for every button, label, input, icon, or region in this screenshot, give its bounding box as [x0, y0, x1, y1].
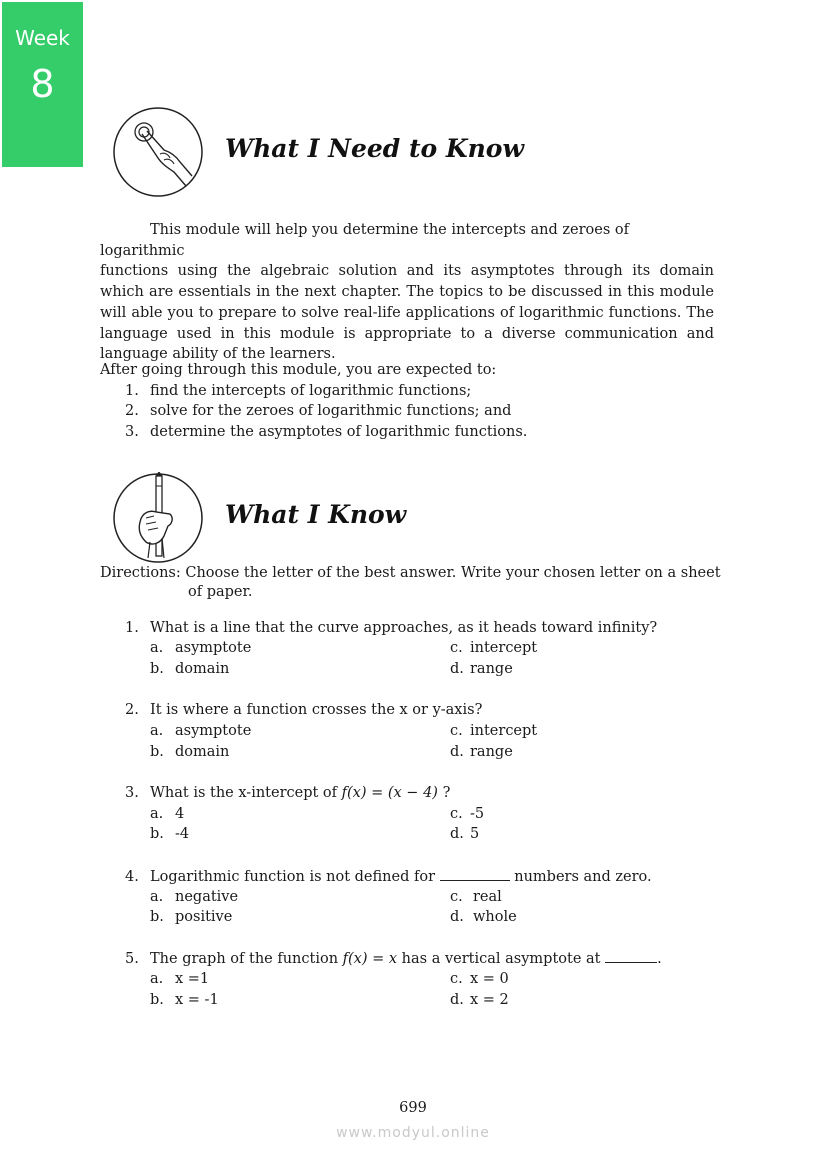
paragraph-line: will able you to prepare to solve real-life applications of logarithmic functions. The: [100, 304, 714, 321]
option-b: b. -4: [150, 826, 190, 842]
option-d: d. whole: [450, 909, 517, 925]
option-a: a. asymptote: [150, 640, 252, 656]
objective-item: 2. solve for the zeroes of logarithmic functions; and: [125, 403, 512, 419]
option-b: b. domain: [150, 744, 230, 760]
option-c: c. intercept: [450, 723, 538, 739]
option-c: c. -5: [450, 806, 485, 822]
objectives-intro: After going through this module, you are expected to:: [100, 362, 497, 378]
directions: [100, 565, 721, 581]
math-expression: f(x) = (x − 4): [341, 785, 438, 801]
hand-pointer-icon: [112, 106, 204, 198]
option-b: b. positive: [150, 909, 233, 925]
week-label: Week: [15, 26, 70, 50]
objective-item: 3. determine the asymptotes of logarithmic functions.: [125, 424, 528, 440]
directions-text: Choose the letter of the best answer. Write your chosen letter on a sheet: [185, 565, 721, 581]
week-tab: [2, 2, 83, 167]
option-a: a. x =1: [150, 971, 210, 987]
paragraph-line: language ability of the learners.: [100, 346, 336, 363]
page-number: 699: [399, 1100, 427, 1116]
option-a: a. 4: [150, 806, 185, 822]
option-d: d. x = 2: [450, 992, 509, 1008]
option-c: c. real: [450, 889, 502, 905]
option-d: d. range: [450, 744, 513, 760]
week-number: 8: [30, 62, 55, 106]
paragraph-line: functions using the algebraic solution and its asymptotes through its domain: [100, 263, 714, 280]
option-a: a. asymptote: [150, 723, 252, 739]
directions-label: Directions:: [100, 565, 181, 581]
option-b: b. domain: [150, 661, 230, 677]
hand-pencil-icon: [112, 472, 204, 564]
option-c: c. x = 0: [450, 971, 509, 987]
tab-divider: [81, 108, 83, 132]
option-d: d. 5: [450, 826, 480, 842]
objective-item: 1. find the intercepts of logarithmic functions;: [125, 383, 472, 399]
directions-continued: of paper.: [188, 584, 253, 600]
paragraph-line: which are essentials in the next chapter. The topics to be discussed in this module: [100, 284, 714, 301]
math-expression: f(x) = x: [342, 951, 398, 967]
paragraph-line: language used in this module is appropriate to a diverse communication and: [100, 325, 714, 342]
question-text: Logarithmic function is not defined for: [150, 869, 436, 885]
question-text: What is a line that the curve approaches, as it heads toward infinity?: [150, 620, 658, 636]
answer-blank: [605, 950, 657, 963]
section-title-what-i-know: What I Know: [225, 500, 407, 529]
paragraph-line: This module will help you determine the intercepts and zeroes of logarithmic: [100, 222, 630, 259]
option-c: c. intercept: [450, 640, 538, 656]
option-b: b. x = -1: [150, 992, 219, 1008]
watermark: www.modyul.online: [336, 1125, 490, 1141]
question-text: The graph of the function: [150, 951, 339, 967]
question-text: What is the x-intercept of: [150, 785, 338, 801]
option-a: a. negative: [150, 889, 239, 905]
section-title-need-to-know: What I Need to Know: [225, 134, 524, 163]
question-text: It is where a function crosses the x or y-axis?: [150, 702, 483, 718]
option-d: d. range: [450, 661, 513, 677]
answer-blank: [440, 868, 510, 881]
